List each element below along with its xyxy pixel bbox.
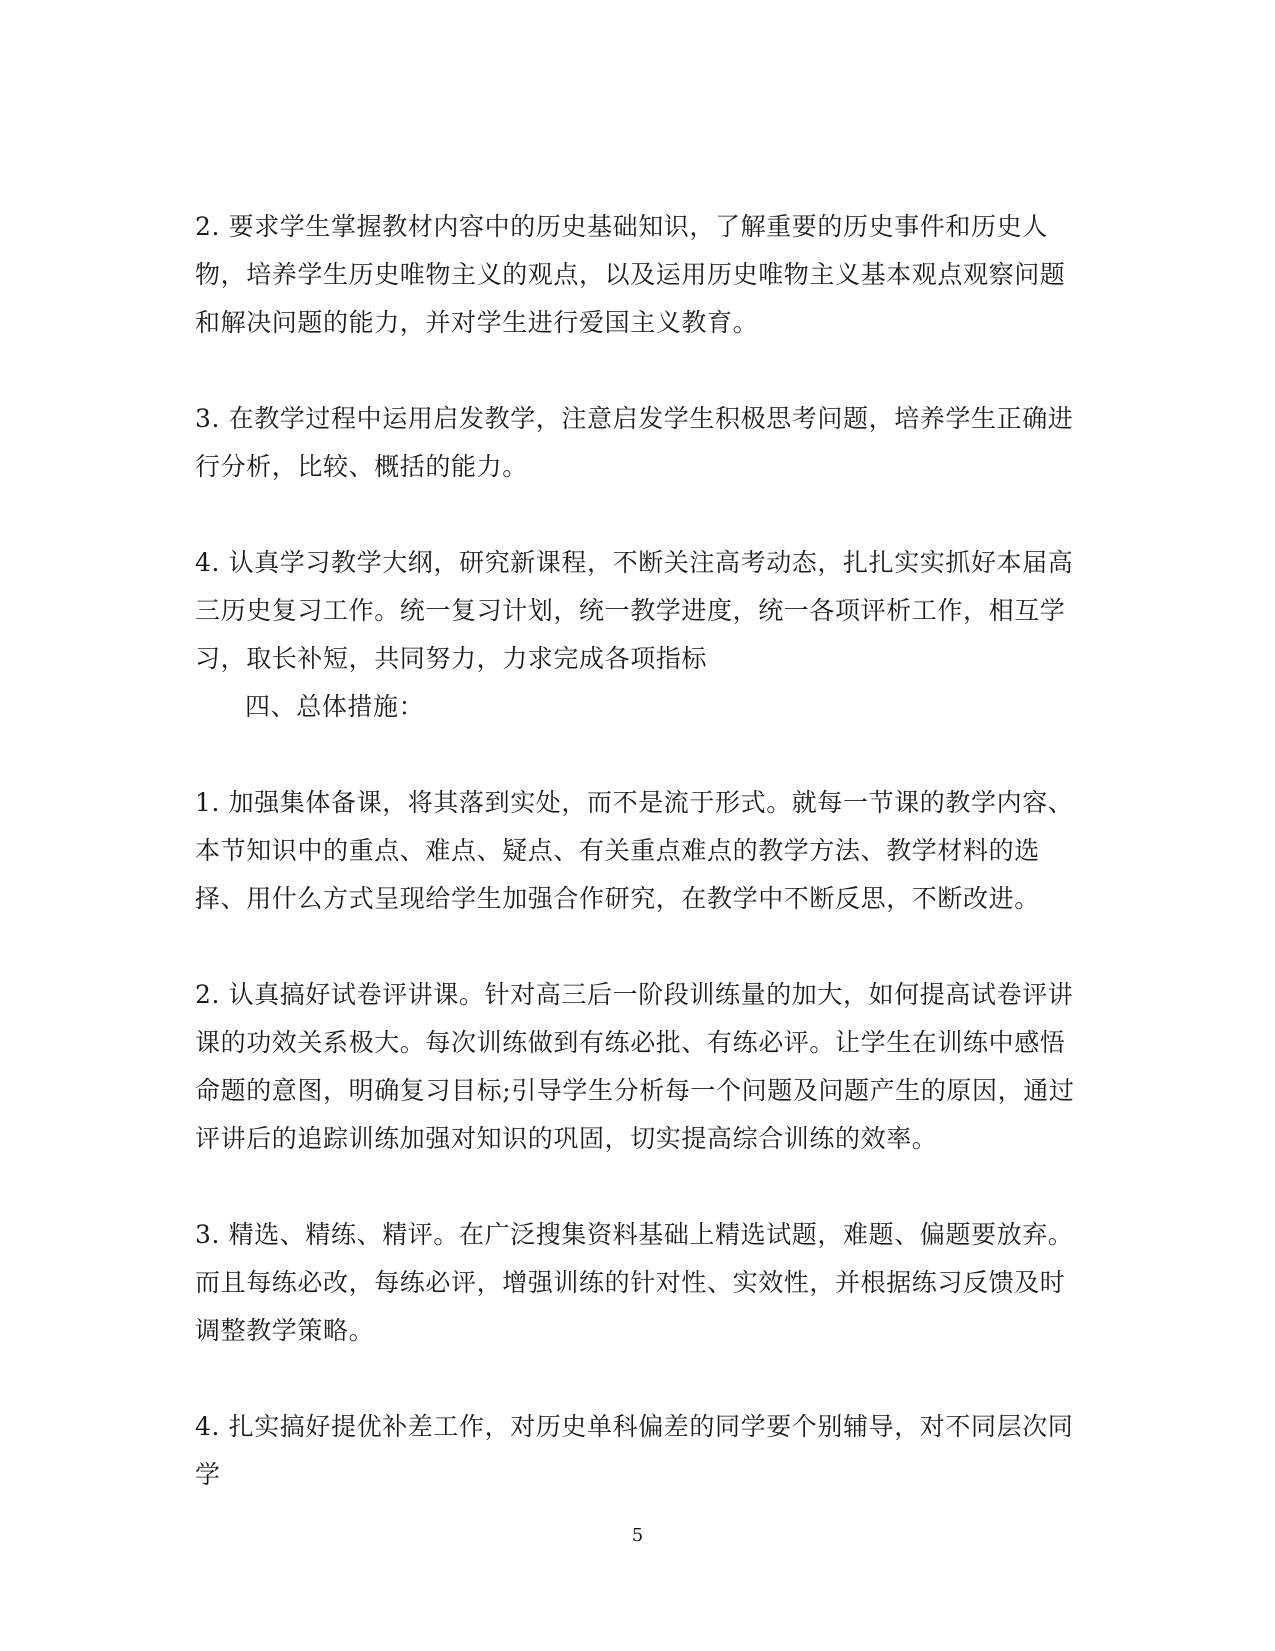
paragraph-measure-2: 2. 认真搞好试卷评讲课。针对高三后一阶段训练量的加大，如何提高试卷评讲课的功效关系极大。每次训练做到有练必批、有练必评。让学生在训练中感悟命题的意图，明确复习目标;引导学生分析每一个问题及问题产生的原因，通过评讲后的追踪训练加强对知识的巩固，切实提高综合训练的效率。: [195, 980, 1075, 1153]
paragraph-spacer: [195, 491, 1075, 539]
paragraph-measure-1: 1. 加强集体备课，将其落到实处，而不是流于形式。就每一节课的教学内容、本节知识中的重点、难点、疑点、有关重点难点的教学方法、教学材料的选择、用什么方式呈现给学生加强合作研究，在教学中不断反思，不断改进。: [195, 788, 1074, 913]
page-number: 5: [631, 1525, 644, 1546]
paragraph-goal-2: 2. 要求学生掌握教材内容中的历史基础知识，了解重要的历史事件和历史人物，培养学生历史唯物主义的观点，以及运用历史唯物主义基本观点观察问题和解决问题的能力，并对学生进行爱国主义教育。: [195, 212, 1066, 337]
paragraph-measure-3: 3. 精选、精练、精评。在广泛搜集资料基础上精选试题，难题、偏题要放弃。而且每练必改，每练必评，增强训练的针对性、实效性，并根据练习反馈及时调整教学策略。: [195, 1220, 1074, 1345]
paragraph-measure-4: 4. 扎实搞好提优补差工作，对历史单科偏差的同学要个别辅导，对不同层次同学: [195, 1412, 1074, 1489]
section-heading: 四、总体措施：: [245, 692, 425, 721]
paragraph-spacer: [195, 347, 1075, 395]
paragraph-spacer: [195, 731, 1075, 779]
paragraph-goal-4: 4. 认真学习教学大纲，研究新课程，不断关注高考动态，扎扎实实抓好本届高三历史复习工作。统一复习计划，统一教学进度，统一各项评析工作，相互学习，取长补短，共同努力，力求完成各项指标: [195, 548, 1074, 673]
paragraph-spacer: [195, 1355, 1075, 1403]
document-body: [195, 203, 1075, 1499]
paragraph-goal-3: 3. 在教学过程中运用启发教学，注意启发学生积极思考问题，培养学生正确进行分析，比较、概括的能力。: [195, 404, 1074, 481]
paragraph-spacer: [195, 923, 1075, 971]
paragraph-spacer: [195, 1163, 1075, 1211]
